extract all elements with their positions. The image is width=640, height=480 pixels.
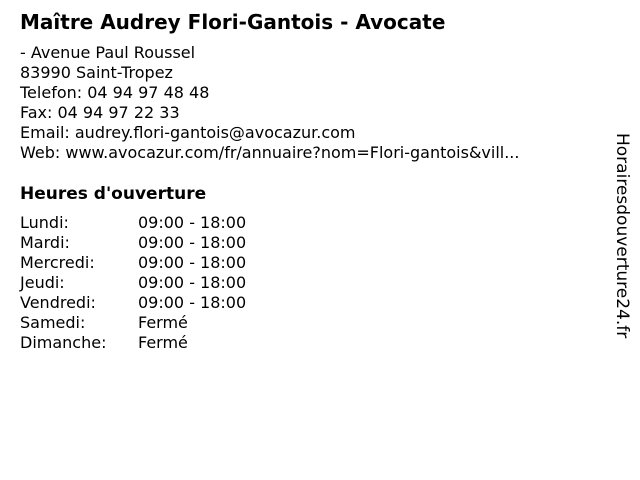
hours-row-friday	[20, 293, 320, 313]
day-label: Lundi:	[20, 213, 69, 232]
site-watermark: Horairesdouverture24.fr	[612, 133, 632, 339]
day-label: Samedi:	[20, 313, 86, 332]
email-address: Email: audrey.flori-gantois@avocazur.com	[20, 123, 356, 142]
opening-hours-table	[20, 213, 320, 353]
day-hours: 09:00 - 18:00	[138, 213, 247, 232]
day-label: Jeudi:	[20, 273, 65, 292]
address-city: 83990 Saint-Tropez	[20, 63, 173, 82]
hours-row-monday	[20, 213, 320, 233]
hours-row-wednesday	[20, 253, 320, 273]
fax-number: Fax: 04 94 97 22 33	[20, 103, 180, 122]
day-hours: 09:00 - 18:00	[138, 293, 247, 312]
phone-number: Telefon: 04 94 97 48 48	[20, 83, 210, 102]
address-street: - Avenue Paul Roussel	[20, 43, 196, 62]
day-hours: 09:00 - 18:00	[138, 273, 247, 292]
hours-row-sunday	[20, 333, 320, 353]
website-url: Web: www.avocazur.com/fr/annuaire?nom=Flori-gantois&vill...	[20, 143, 520, 162]
contact-info	[20, 43, 519, 163]
day-hours: Fermé	[138, 333, 188, 352]
day-hours: Fermé	[138, 313, 188, 332]
opening-hours-heading: Heures d'ouverture	[20, 184, 207, 204]
hours-row-thursday	[20, 273, 320, 293]
day-label: Dimanche:	[20, 333, 107, 352]
day-hours: 09:00 - 18:00	[138, 253, 247, 272]
hours-row-saturday	[20, 313, 320, 333]
day-label: Vendredi:	[20, 293, 96, 312]
page-title: Maître Audrey Flori-Gantois - Avocate	[20, 10, 446, 34]
day-label: Mardi:	[20, 233, 70, 252]
day-hours: 09:00 - 18:00	[138, 233, 247, 252]
hours-row-tuesday	[20, 233, 320, 253]
day-label: Mercredi:	[20, 253, 95, 272]
